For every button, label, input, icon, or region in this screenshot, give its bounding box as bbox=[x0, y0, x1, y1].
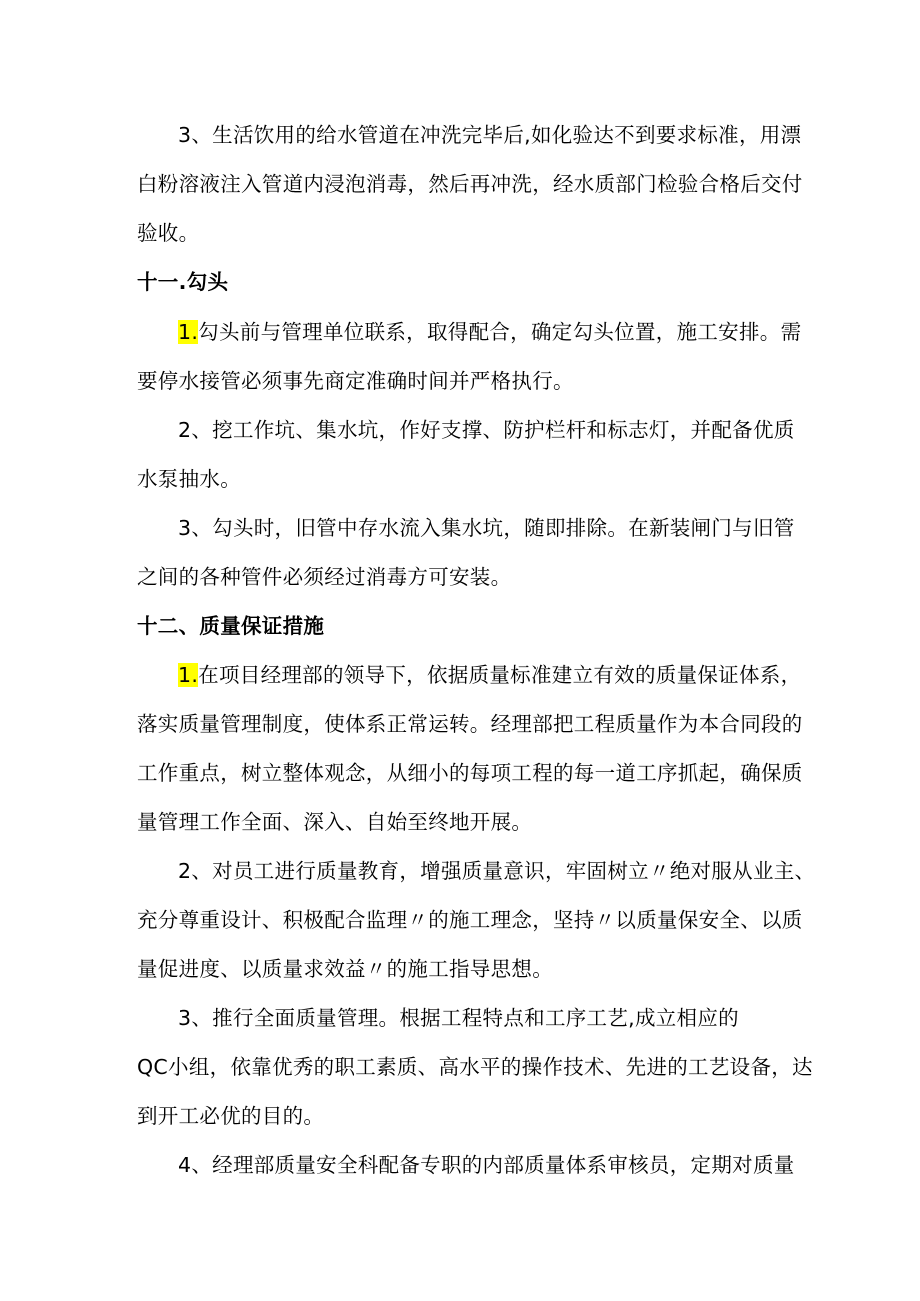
paragraph-line: 要停水接管必须事先商定准确时间并严格执行。 bbox=[137, 369, 574, 393]
paragraph-line: 2、对员工进行质量教育，增强质量意识，牢固树立〃绝对服从业主、 bbox=[178, 859, 816, 883]
paragraph-line bbox=[178, 317, 838, 347]
paragraph-text: 在项目经理部的领导下，依据质量标准建立有效的质量保证体系， bbox=[198, 663, 802, 687]
paragraph-line: 之间的各种管件必须经过消毒方可安装。 bbox=[137, 565, 512, 589]
paragraph-line: 落实质量管理制度，使体系正常运转。经理部把工程质量作为本合同段的 bbox=[137, 712, 803, 736]
paragraph-line: 3、推行全面质量管理。根据工程特点和工序工艺,成立相应的 bbox=[178, 1006, 739, 1030]
paragraph-line: 量管理工作全面、深入、自始至终地开展。 bbox=[137, 810, 533, 834]
paragraph-line: 充分尊重设计、积极配合监理〃的施工理念，坚持〃以质量保安全、以质 bbox=[137, 908, 803, 932]
section-heading: 十一.勾头 bbox=[137, 270, 229, 294]
paragraph-line: 3、勾头时，旧管中存水流入集水坑，随即排除。在新装闸门与旧管 bbox=[178, 516, 795, 540]
list-number-highlight: 1. bbox=[178, 663, 199, 687]
paragraph-line: 3、生活饮用的给水管道在冲洗完毕后,如化验达不到要求标准，用漂 bbox=[178, 123, 802, 147]
section-heading: 十二、质量保证措施 bbox=[137, 614, 325, 638]
paragraph-line: QC小组，依靠优秀的职工素质、高水平的操作技术、先进的工艺设备，达 bbox=[137, 1055, 813, 1079]
paragraph-line bbox=[178, 660, 838, 690]
paragraph-line: 量促进度、以质量求效益〃的施工指导思想。 bbox=[137, 957, 553, 981]
paragraph-line: 水泵抽水。 bbox=[137, 467, 241, 491]
list-number-highlight: 1. bbox=[178, 320, 199, 344]
paragraph-text: 勾头前与管理单位联系，取得配合，确定勾头位置，施工安排。需 bbox=[198, 320, 802, 344]
paragraph-line: 到开工必优的目的。 bbox=[137, 1104, 325, 1128]
paragraph-line: 4、经理部质量安全科配备专职的内部质量体系审核员，定期对质量 bbox=[178, 1153, 795, 1177]
paragraph-line: 白粉溶液注入管道内浸泡消毒，然后再冲洗，经水质部门检验合格后交付 bbox=[137, 172, 803, 196]
paragraph-line: 2、挖工作坑、集水坑，作好支撑、防护栏杆和标志灯，并配备优质 bbox=[178, 418, 795, 442]
paragraph-line: 工作重点，树立整体观念，从细小的每项工程的每一道工序抓起，确保质 bbox=[137, 761, 803, 785]
paragraph-line: 验收。 bbox=[137, 221, 200, 245]
